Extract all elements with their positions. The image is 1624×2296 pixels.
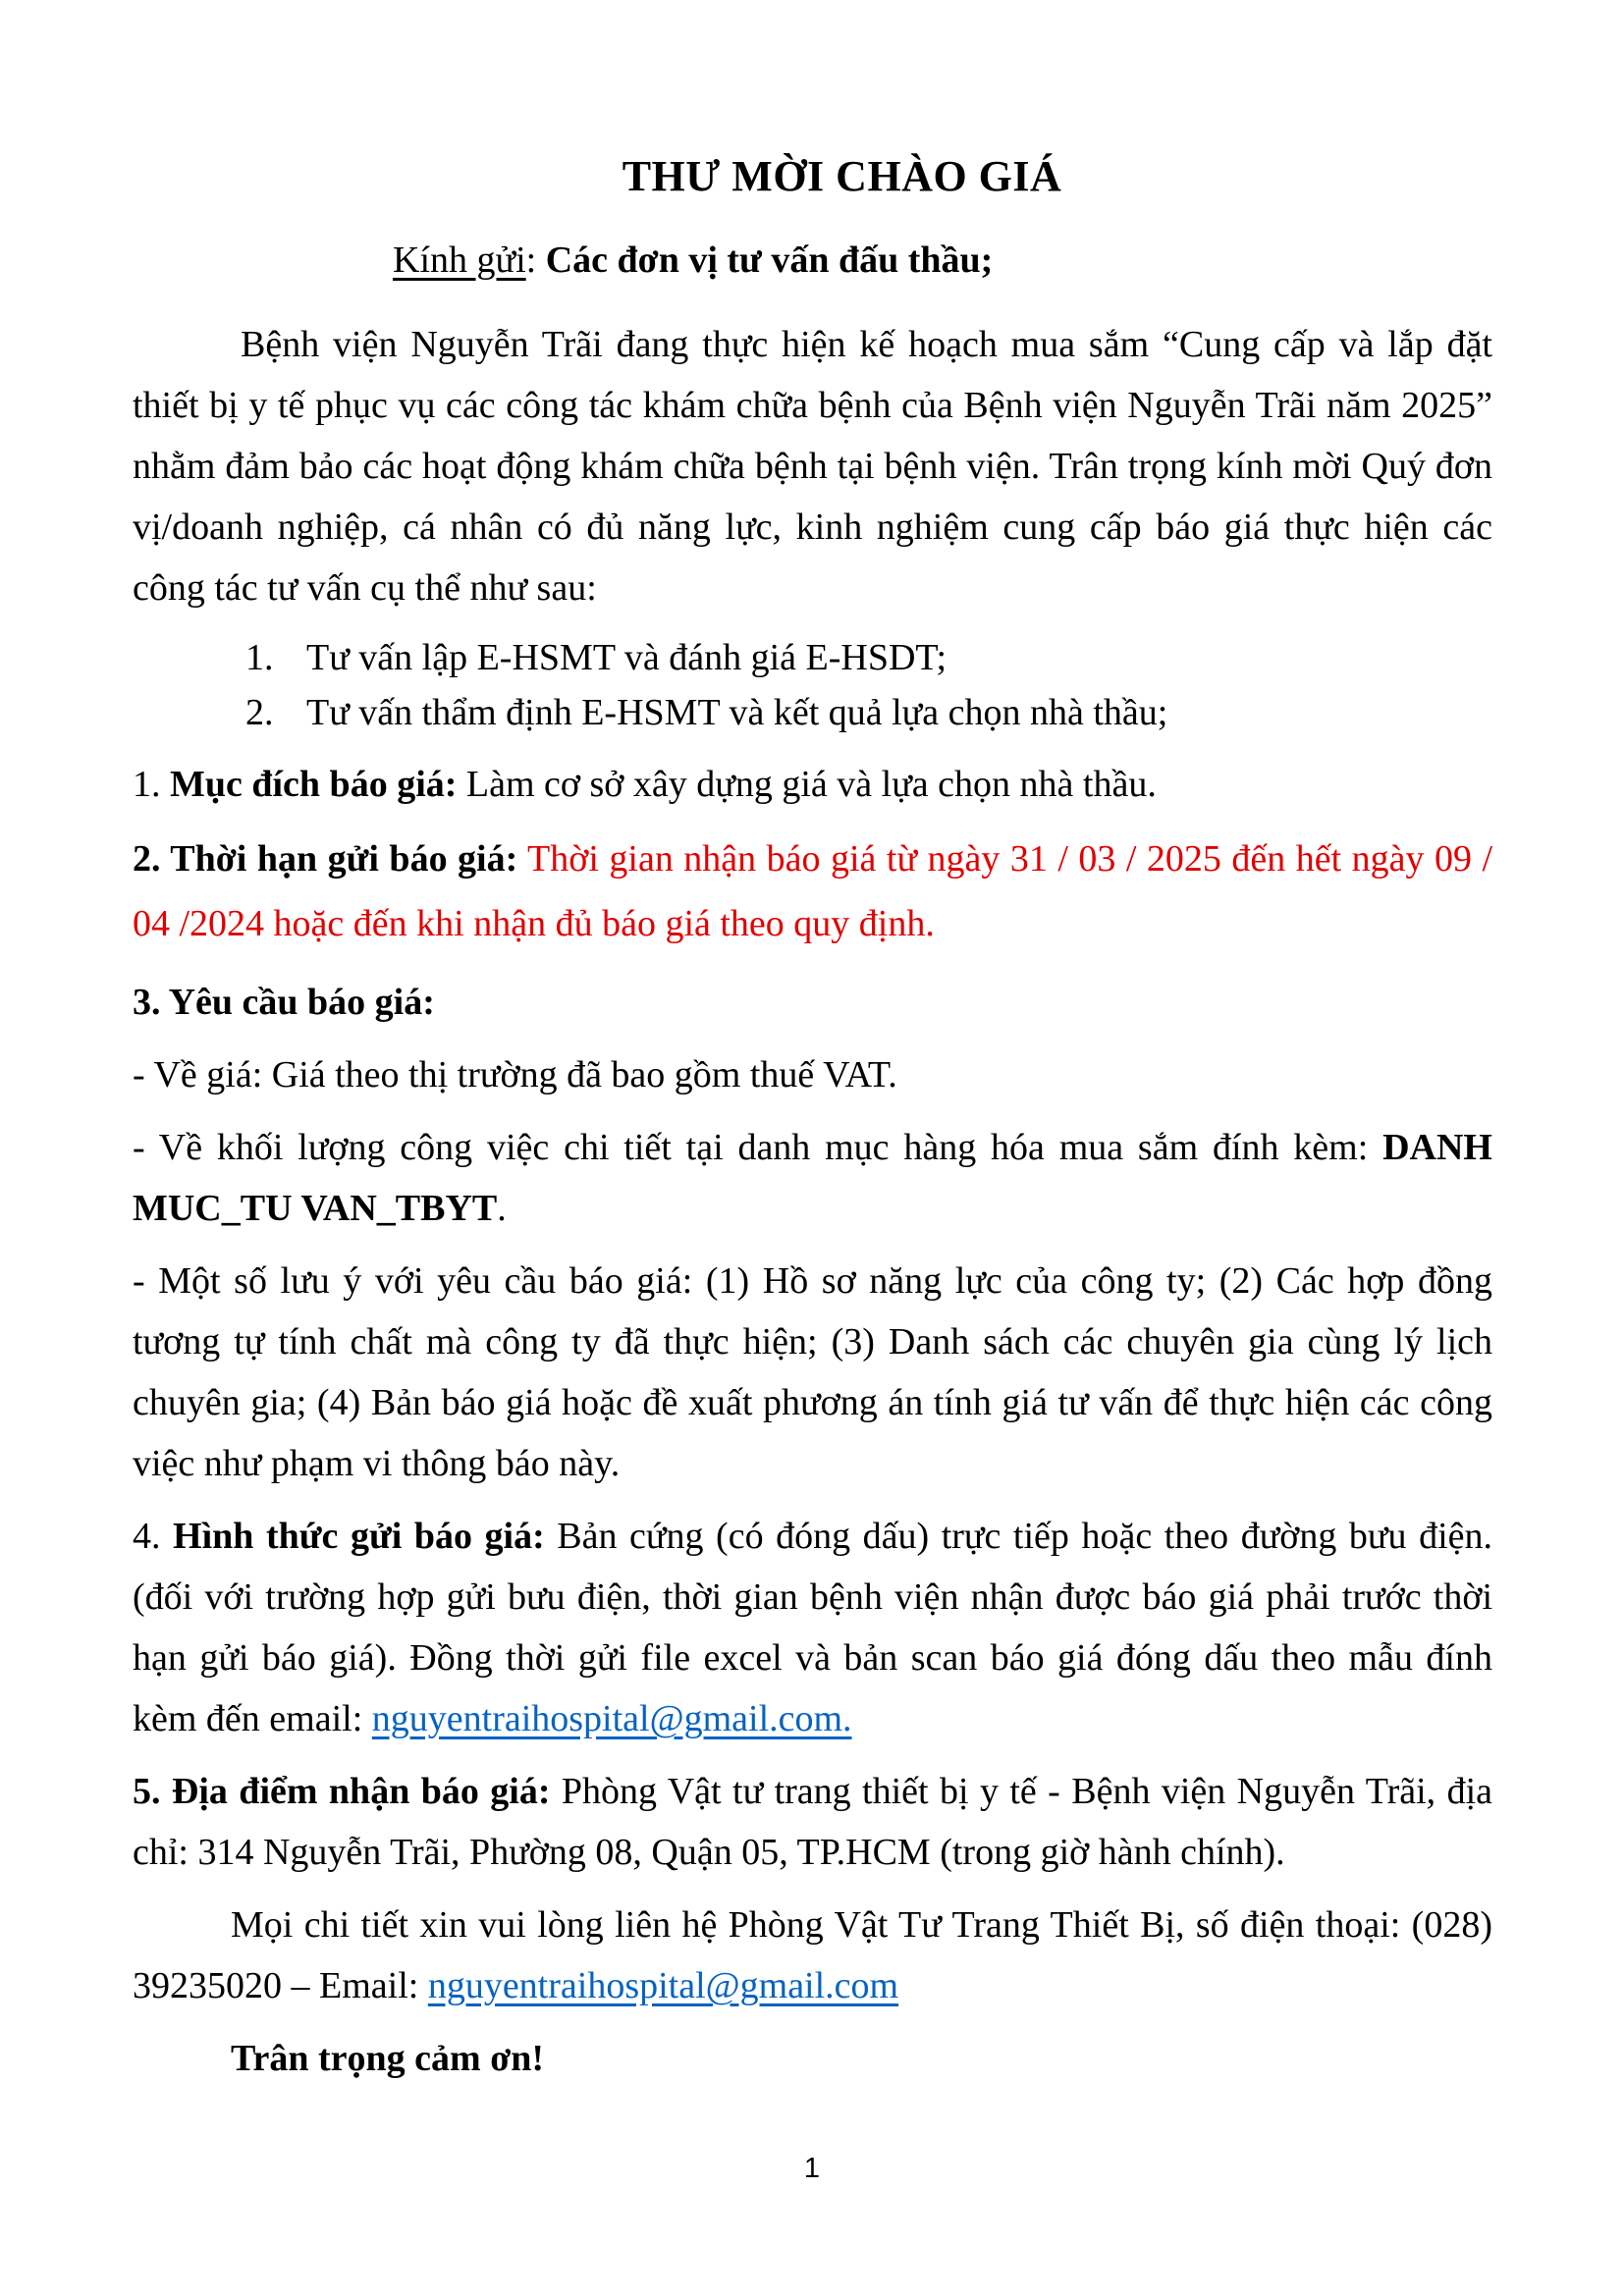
salutation-label: Kính gửi	[393, 240, 526, 281]
intro-paragraph: Bệnh viện Nguyễn Trãi đang thực hiện kế hoạch mua sắm “Cung cấp và lắp đặt thiết bị y tế phục vụ các công tác khám chữa bệnh của Bệnh viện Nguyễn Trãi năm 2025” nhằm đảm bảo các hoạt động khám chữa bệnh tại bệnh viện. Trân trọng kính mời Quý đơn vị/doanh nghiệp, cá nhân có đủ năng lực, kinh nghiệm cung cấp báo giá thực hiện các công tác tư vấn cụ thể như sau:	[133, 324, 1492, 609]
scope-text: - Về khối lượng công việc chi tiết tại danh mục hàng hóa mua sắm đính kèm:	[133, 1127, 1383, 1168]
task-item-1	[133, 630, 1492, 685]
section-5-address	[133, 1761, 1492, 1883]
section-3-item-price: - Về giá: Giá theo thị trường đã bao gồm thuế VAT.	[133, 1054, 897, 1095]
attachment-name: DANH MUC_TU VAN_TBYT	[133, 1127, 1492, 1229]
task-number: 1.	[245, 637, 274, 678]
page-title: THƯ MỜI CHÀO GIÁ	[622, 152, 1062, 200]
section-4-body: Bản cứng (có đóng dấu) trực tiếp hoặc theo đường bưu điện. (đối với trường hợp gửi bưu điện, thời gian bệnh viện nhận được báo giá phải trước thời hạn gửi báo giá). Đồng thời gửi file excel và bản scan báo giá đóng dấu theo mẫu đính kèm đến email:	[133, 1516, 1492, 1739]
section-4-delivery	[133, 1506, 1492, 1749]
section-2-label: 2. Thời hạn gửi báo giá:	[133, 838, 518, 880]
scope-period: .	[497, 1188, 507, 1229]
section-4-separator: .	[151, 1516, 174, 1557]
salutation-recipient: Các đơn vị tư vấn đấu thầu;	[545, 240, 994, 281]
section-1-body: Làm cơ sở xây dựng giá và lựa chọn nhà thầu.	[457, 764, 1157, 805]
section-3-item-scope	[133, 1117, 1492, 1239]
task-text: Tư vấn lập E-HSMT và đánh giá E-HSDT;	[306, 637, 947, 678]
section-3-item-notes: - Một số lưu ý với yêu cầu báo giá: (1) Hồ sơ năng lực của công ty; (2) Các hợp đồng tương tự tính chất mà công ty đã thực hiện; (3) Danh sách các chuyên gia cùng lý lịch chuyên gia; (4) Bản báo giá hoặc đề xuất phương án tính giá tư vấn để thực hiện các công việc như phạm vi thông báo này.	[133, 1260, 1492, 1484]
section-1-separator: .	[151, 764, 170, 805]
email-link-contact[interactable]: nguyentraihospital@gmail.com	[427, 1965, 899, 2006]
salutation-separator: :	[525, 240, 546, 281]
section-4-label: Hình thức gửi báo giá:	[173, 1516, 545, 1557]
email-link-section-4[interactable]: nguyentraihospital@gmail.com.	[371, 1698, 852, 1739]
closing-line: Trân trọng cảm ơn!	[231, 2038, 545, 2079]
task-text: Tư vấn thẩm định E-HSMT và kết quả lựa chọn nhà thầu;	[306, 692, 1168, 733]
task-list	[133, 630, 1492, 740]
page-number: 1	[803, 2153, 821, 2184]
task-item-2	[133, 685, 1492, 740]
contact-text: Mọi chi tiết xin vui lòng liên hệ Phòng Vật Tư Trang Thiết Bị, số điện thoại: (028) 39235020 – Email:	[133, 1904, 1492, 2006]
section-3-heading	[133, 972, 1492, 1033]
section-2-body-deadline-dates: Thời gian nhận báo giá từ ngày 31 / 03 / 2025 đến hết ngày 09 / 04 /2024 hoặc đến khi nhận đủ báo giá theo quy định.	[133, 838, 1492, 944]
section-1-purpose	[133, 754, 1492, 815]
salutation-line	[393, 236, 1492, 285]
contact-paragraph	[133, 1895, 1492, 2016]
section-3-label: 3. Yêu cầu báo giá:	[133, 982, 435, 1023]
task-number: 2.	[245, 692, 274, 733]
section-5-label: 5. Địa điểm nhận báo giá:	[133, 1771, 551, 1812]
section-2-deadline	[133, 827, 1492, 956]
section-1-number: 1	[133, 764, 151, 805]
section-5-body: Phòng Vật tư trang thiết bị y tế - Bệnh viện Nguyễn Trãi, địa chỉ: 314 Nguyễn Trãi, Phường 08, Quận 05, TP.HCM (trong giờ hành chính).	[133, 1771, 1492, 1873]
section-1-label: Mục đích báo giá:	[170, 764, 458, 805]
section-4-number: 4	[133, 1516, 151, 1557]
